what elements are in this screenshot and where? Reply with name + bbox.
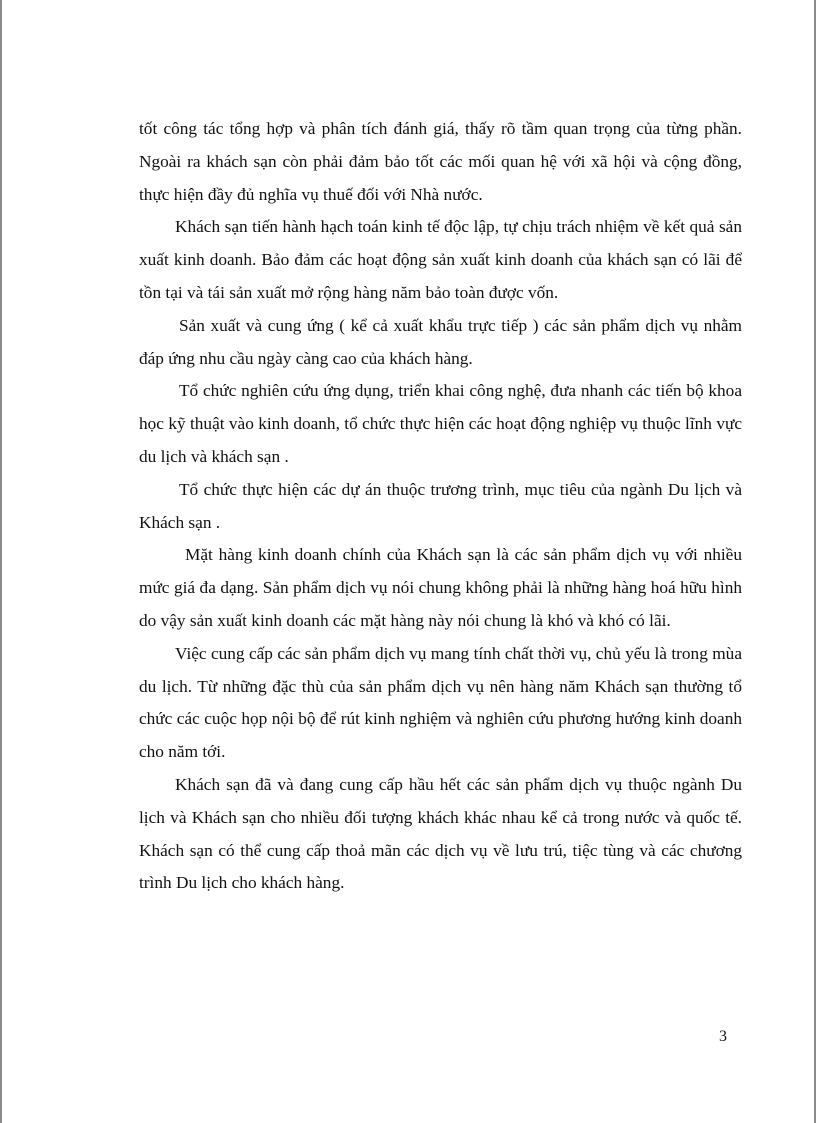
paragraph-3: Sản xuất và cung ứng ( kể cả xuất khẩu trực tiếp ) các sản phẩm dịch vụ nhằm đáp ứng nhu cầu ngày càng cao của khách hàng. — [139, 315, 742, 368]
document-body — [139, 113, 742, 900]
paragraph-8: Khách sạn đã và đang cung cấp hầu hết các sản phẩm dịch vụ thuộc ngành Du lịch và Khách sạn cho nhiều đối tượng khách khác nhau kể cả trong nước và quốc tế. Khách sạn có thể cung cấp thoả mãn các dịch vụ về lưu trú, tiệc tùng và các chương trình Du lịch cho khách hàng. — [139, 774, 742, 893]
paragraph-6: Mặt hàng kinh doanh chính của Khách sạn là các sản phẩm dịch vụ với nhiều mức giá đa dạng. Sản phẩm dịch vụ nói chung không phải là những hàng hoá hữu hình do vậy sản xuất kinh doanh các mặt hàng này nói chung là khó và khó có lãi. — [139, 545, 742, 630]
paragraph-5: Tổ chức thực hiện các dự án thuộc trương trình, mục tiêu của ngành Du lịch và Khách sạn . — [139, 479, 742, 532]
paragraph-7: Việc cung cấp các sản phẩm dịch vụ mang tính chất thời vụ, chủ yếu là trong mùa du lịch. Từ những đặc thù của sản phẩm dịch vụ nên hàng năm Khách sạn thường tổ chức các cuộc họp nội bộ để rút kinh nghiệm và nghiên cứu phương hướng kinh doanh cho năm tới. — [139, 643, 742, 762]
page-number: 3 — [719, 1028, 727, 1045]
paragraph-1: tốt công tác tổng hợp và phân tích đánh giá, thấy rõ tầm quan trọng của từng phần. Ngoài ra khách sạn còn phải đảm bảo tốt các mối quan hệ với xã hội và cộng đồng, thực hiện đầy đủ nghĩa vụ thuế đối với Nhà nước. — [139, 119, 742, 204]
paragraph-2: Khách sạn tiến hành hạch toán kinh tế độc lập, tự chịu trách nhiệm về kết quả sản xuất kinh doanh. Bảo đảm các hoạt động sản xuất kinh doanh của khách sạn có lãi để tồn tại và tái sản xuất mở rộng hàng năm bảo toàn được vốn. — [139, 217, 742, 302]
paragraph-4: Tổ chức nghiên cứu ứng dụng, triển khai công nghệ, đưa nhanh các tiến bộ khoa học kỹ thuật vào kinh doanh, tổ chức thực hiện các hoạt động nghiệp vụ thuộc lĩnh vực du lịch và khách sạn . — [139, 381, 742, 466]
